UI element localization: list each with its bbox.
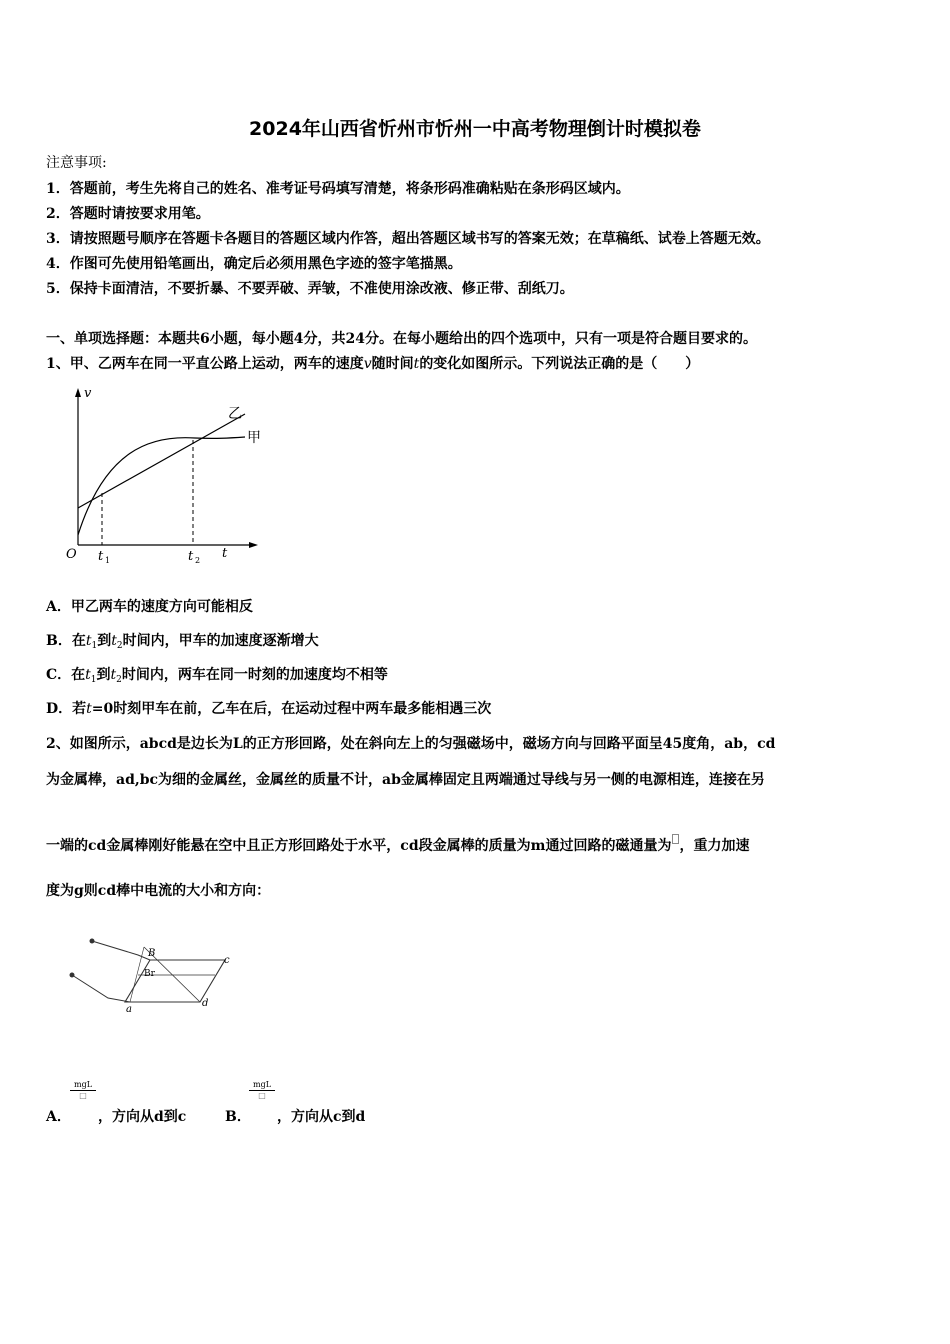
t-axis-arrow: [249, 542, 258, 548]
square-loop-figure: [60, 930, 250, 1050]
notice-item: 3．请按照题号顺序在答题卡各题目的答题区域内作答，超出答题区域书写的答案无效；在草稿纸、试卷上答题无效。: [46, 231, 770, 247]
question-1-stem: 1、甲、乙两车在同一平直公路上运动，两车的速度v随时间t的变化如图所示。下列说法正确的是（ ）: [46, 356, 700, 372]
label-br: Br: [144, 969, 155, 979]
option-2a-text: ，方向从d到c: [98, 1109, 187, 1125]
question-2-line: 2、如图所示，abcd是边长为L的正方形回路，处在斜向左上的匀强磁场中，磁场方向与回路平面呈45度角，ab，cd: [46, 736, 776, 752]
option-2b-fraction: mgL □: [249, 1080, 275, 1101]
option-c: C．在$t_1$到$t_2$时间内，两车在同一时刻的加速度均不相等: [46, 667, 388, 685]
axis-label-t: t: [222, 546, 228, 561]
option-2b-label: B．: [225, 1109, 251, 1125]
t2-subscript: 2: [195, 556, 201, 565]
label-d: d: [202, 998, 209, 1009]
page-title: 2024年山西省忻州市忻州一中高考物理倒计时模拟卷: [249, 118, 701, 140]
notice-heading: 注意事项:: [46, 155, 107, 171]
t2-label: t: [188, 549, 194, 564]
notice-item: 2．答题时请按要求用笔。: [46, 206, 210, 222]
option-2a-label: A．: [46, 1109, 71, 1125]
axis-label-v: v: [84, 386, 92, 401]
notice-item: 4．作图可先使用铅笔画出，确定后必须用黑色字迹的签字笔描黑。: [46, 256, 462, 272]
notice-item: 5．保持卡面清洁，不要折暴、不要弄破、弄皱，不准使用涂改液、修正带、刮纸刀。: [46, 281, 574, 297]
option-2a-fraction: mgL □: [70, 1080, 96, 1101]
label-c: c: [224, 955, 230, 966]
t1-label: t: [98, 549, 104, 564]
option-b: B．在$t_1$到$t_2$时间内，甲车的加速度逐渐增大: [46, 633, 319, 651]
option-a: A．甲乙两车的速度方向可能相反: [46, 599, 253, 615]
jia-curve: [78, 437, 245, 535]
section-heading: 一、单项选择题：本题共6小题，每小题4分，共24分。在每小题给出的四个选项中，只有一项是符合题目要求的。: [46, 331, 757, 347]
t1-subscript: 1: [105, 556, 111, 565]
label-yi: 乙: [228, 406, 242, 422]
label-b: B: [148, 948, 156, 959]
question-2-line: 为金属棒，ad,bc为细的金属丝，金属丝的质量不计，ab金属棒固定且两端通过导线与另一侧的电源相连，连接在另: [46, 772, 765, 788]
option-2b-text: ，方向从c到d: [277, 1109, 366, 1125]
velocity-time-graph: [60, 380, 270, 570]
v-axis-arrow: [75, 388, 81, 397]
label-a: a: [126, 1004, 132, 1015]
origin-label: O: [66, 547, 77, 562]
question-2-line: 度为g则cd棒中电流的大小和方向：: [46, 883, 271, 899]
question-2-line: 一端的cd金属棒刚好能悬在空中且正方形回路处于水平，cd段金属棒的质量为m通过回路的磁通量为 ，重力加速: [46, 834, 749, 855]
loop-abcd: [125, 960, 225, 1002]
label-jia: 甲: [247, 430, 261, 446]
yi-line: [78, 414, 245, 508]
option-d: D．若t=0时刻甲车在前，乙车在后，在运动过程中两车最多能相遇三次: [46, 701, 492, 717]
notice-item: 1．答题前，考生先将自己的姓名、准考证号码填写清楚，将条形码准确粘贴在条形码区域内。: [46, 181, 630, 197]
